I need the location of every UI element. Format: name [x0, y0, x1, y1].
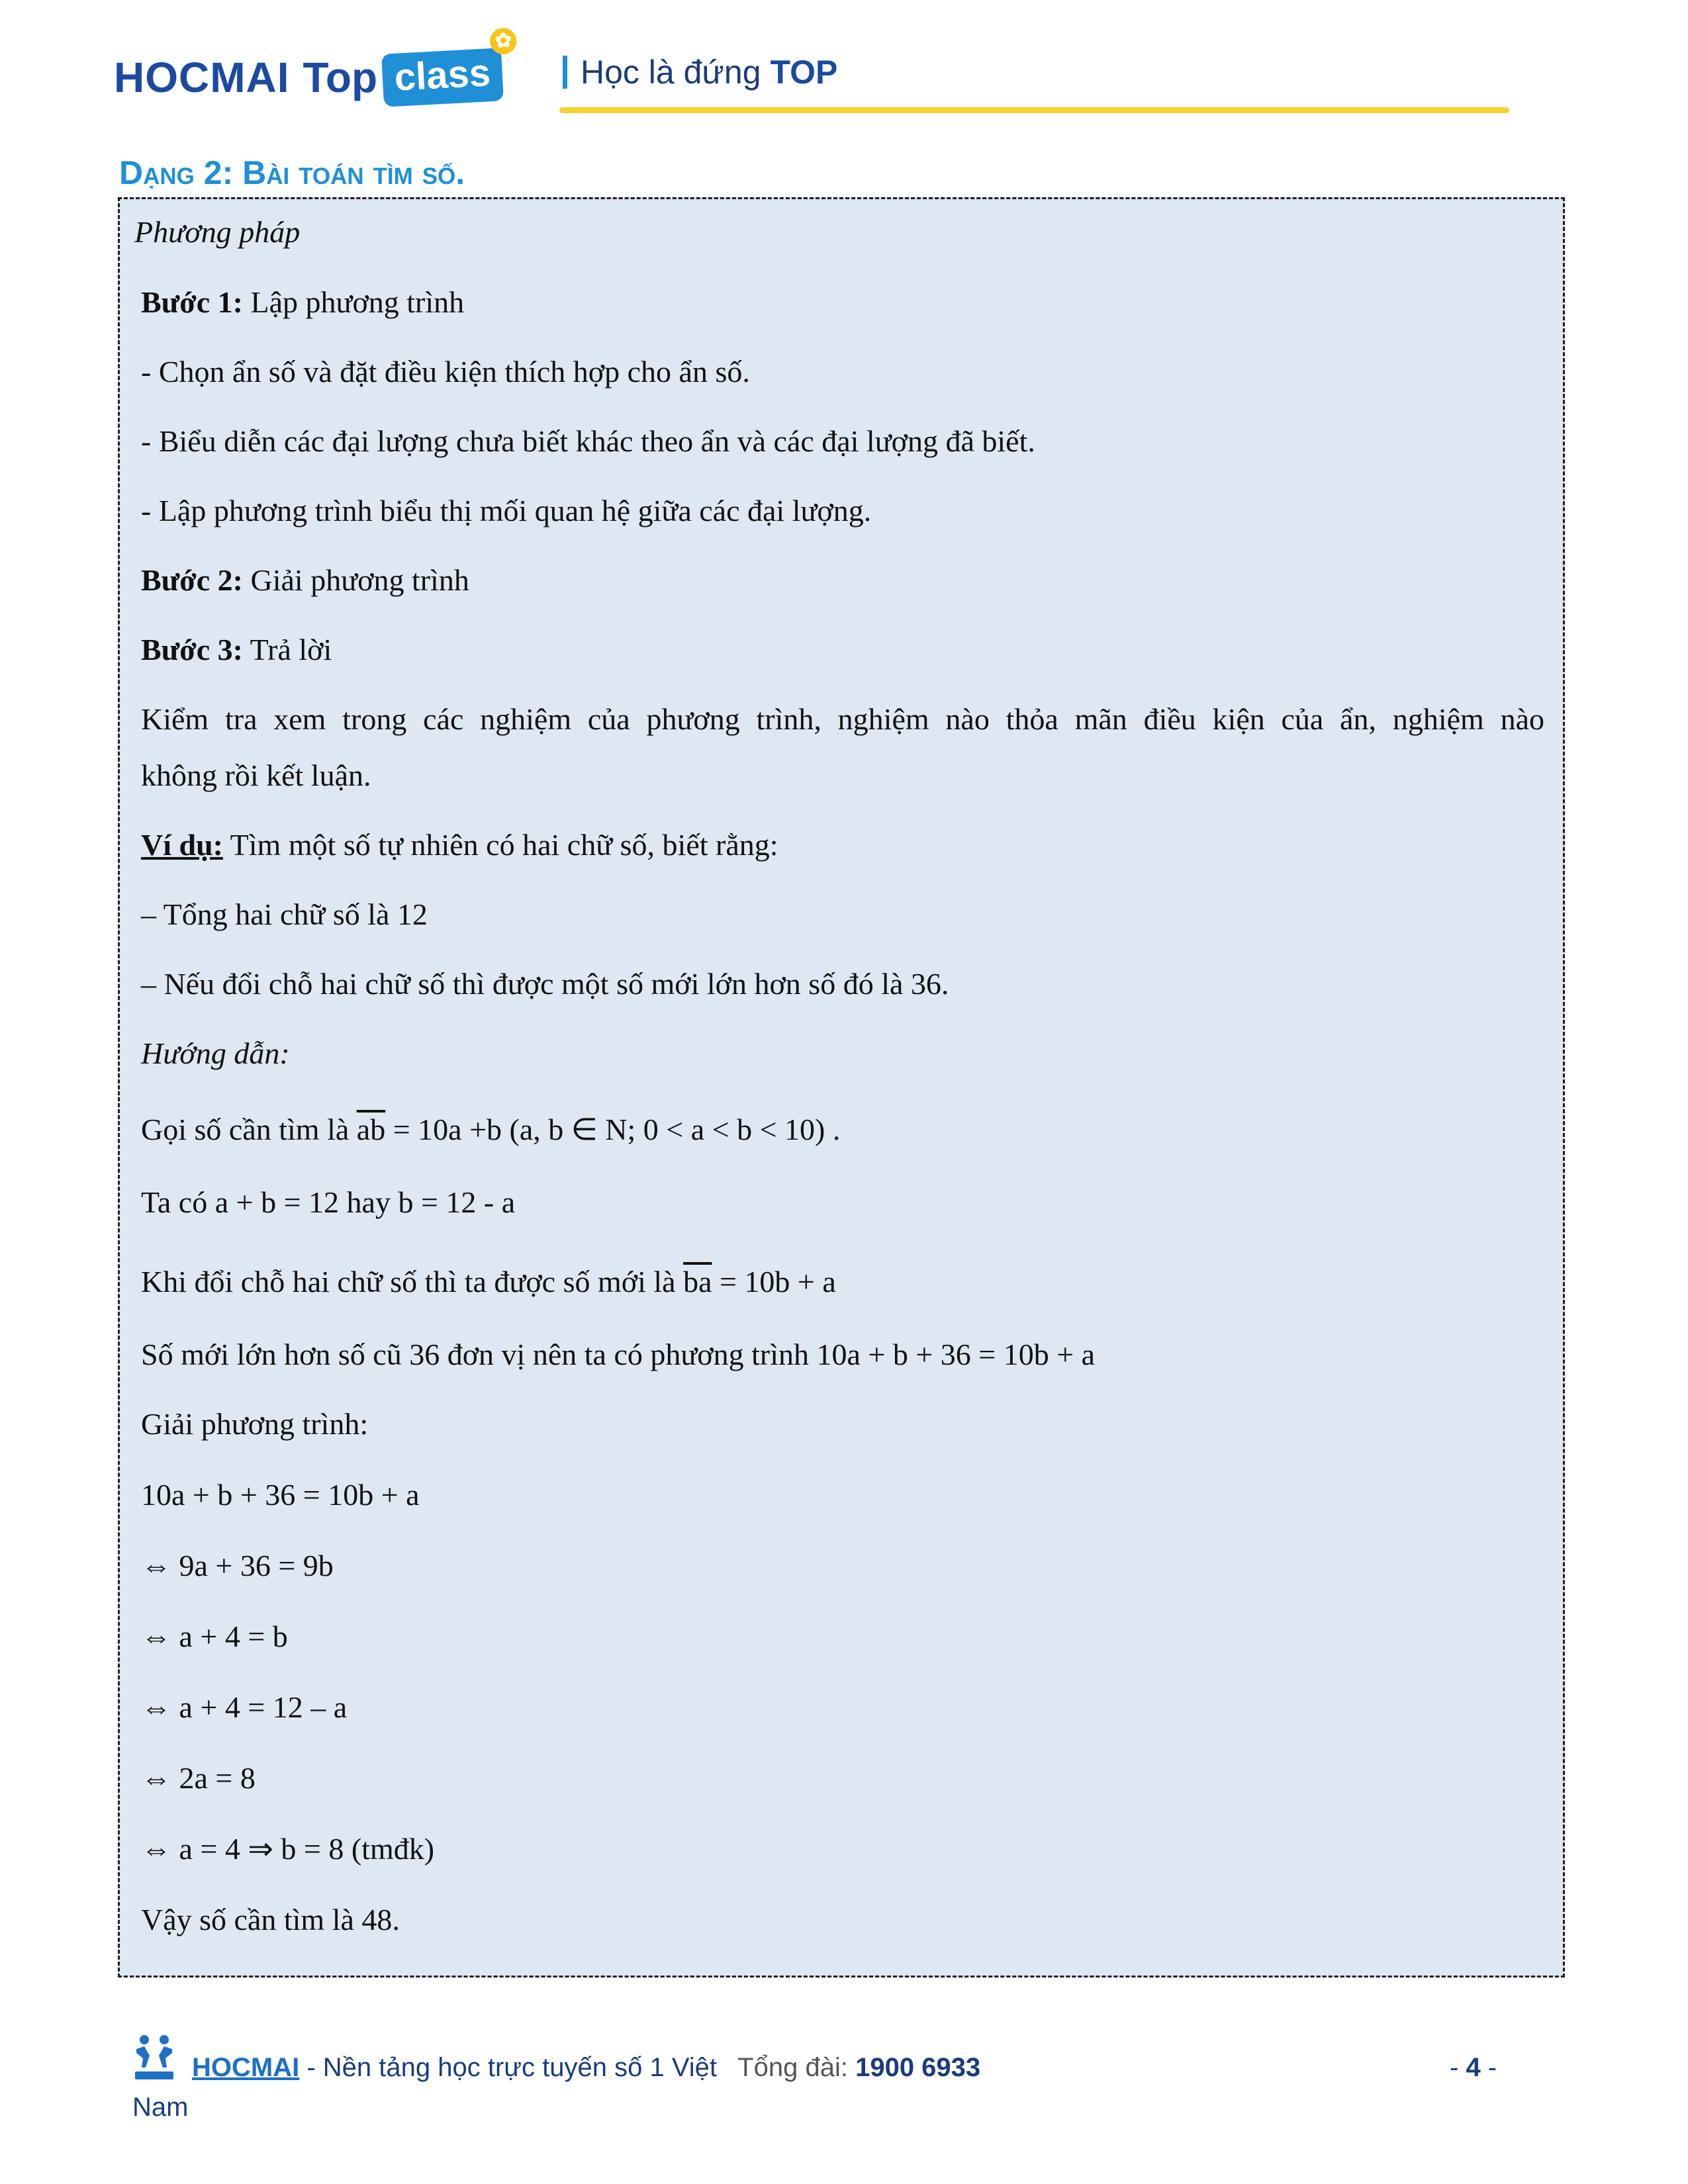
- slogan-text: Học là đứng: [581, 54, 761, 91]
- step-3-text: Trả lời: [250, 633, 332, 666]
- slogan-divider: [563, 56, 567, 89]
- sum-line: Ta có a + b = 12 hay b = 12 - a: [141, 1185, 516, 1219]
- step-1-text: Lập phương trình: [250, 285, 465, 319]
- footer-hotline-label: Tổng đài:: [737, 2053, 848, 2082]
- method-title: Phương pháp: [134, 215, 301, 249]
- footer-tagline: - Nền tảng học trực tuyến số 1 Việt: [299, 2053, 718, 2082]
- call-ab: $\overline{ab}$: [356, 1113, 386, 1146]
- check-line-2: không rồi kết luận.: [141, 758, 371, 792]
- footer-hotline: 1900 6933: [855, 2053, 981, 2082]
- step-1-item: - Chọn ẩn số và đặt điều kiện thích hợp cho ẩn số.: [141, 355, 750, 388]
- step-3-label: Bước 3:: [141, 633, 243, 666]
- call-prefix: Gọi số cần tìm là: [141, 1113, 357, 1146]
- page-number: - 4 -: [1450, 2053, 1497, 2082]
- slogan-top-text: TOP: [770, 54, 838, 91]
- hocmai-people-icon: [132, 2033, 176, 2082]
- step-2-label: Bước 2:: [141, 563, 243, 597]
- check-line-1: Kiểm tra xem trong các nghiệm của phương trình, nghiệm nào thỏa mãn điều kiện của ẩn, nghiệm nào: [141, 702, 1544, 736]
- solve-step: 10a + b + 36 = 10b + a: [141, 1478, 420, 1512]
- step-1-item: - Lập phương trình biểu thị mối quan hệ giữa các đại lượng.: [141, 494, 872, 527]
- example-item: – Nếu đổi chỗ hai chữ số thì được một số mới lớn hơn số đó là 36.: [141, 967, 949, 1001]
- hocmai-topclass-logo: [114, 29, 512, 114]
- step-1: [141, 284, 464, 321]
- call-suffix: = 10a +b (a, b ∈ N; 0 < a < b < 10) .: [385, 1113, 841, 1146]
- footer-text: [192, 2053, 980, 2083]
- step-2: [141, 562, 469, 599]
- swap-ba: $\overline{ba}$: [683, 1265, 712, 1298]
- logo-top-text: Top: [303, 54, 378, 101]
- page-number-value: 4: [1466, 2053, 1481, 2082]
- star-icon: ✿: [489, 27, 517, 55]
- call-line: [141, 1111, 840, 1148]
- solve-title: Giải phương trình:: [141, 1407, 369, 1441]
- header-slogan: [563, 53, 837, 91]
- solve-step: ⇔ 2a = 8: [141, 1761, 256, 1795]
- solve-step: ⇔ 9a + 36 = 9b: [141, 1549, 334, 1582]
- method-box: [118, 197, 1565, 1978]
- conclusion: Vậy số cần tìm là 48.: [141, 1903, 400, 1936]
- example: [141, 827, 778, 864]
- step-2-text: Giải phương trình: [250, 563, 469, 597]
- step-3: [141, 631, 332, 668]
- logo-class-badge: [381, 29, 512, 107]
- header-underline: [559, 107, 1509, 113]
- guide-title: Hướng dẫn:: [141, 1036, 290, 1070]
- swap-suffix: = 10b + a: [712, 1265, 836, 1298]
- section-title: Dạng 2: Bài toán tìm số.: [119, 154, 465, 191]
- solve-step: ⇔ a + 4 = b: [141, 1619, 288, 1653]
- step-1-label: Bước 1:: [141, 285, 243, 319]
- example-item: – Tổng hai chữ số là 12: [141, 897, 428, 931]
- solve-step: ⇔ a = 4 ⇒ b = 8 (tmđk): [141, 1832, 435, 1866]
- example-text: Tìm một số tự nhiên có hai chữ số, biết rằng:: [230, 828, 778, 862]
- logo-hocmai-text: HOCMAI: [114, 54, 290, 101]
- footer-brand-link[interactable]: HOCMAI: [192, 2053, 300, 2082]
- equation-line: Số mới lớn hơn số cũ 36 đơn vị nên ta có phương trình 10a + b + 36 = 10b + a: [141, 1338, 1096, 1371]
- logo-class-text: class: [393, 51, 492, 99]
- step-1-item: - Biểu diễn các đại lượng chưa biết khác theo ẩn và các đại lượng đã biết.: [141, 424, 1035, 458]
- swap-line: [141, 1263, 836, 1300]
- footer-tagline-end: Nam: [132, 2093, 189, 2122]
- swap-prefix: Khi đổi chỗ hai chữ số thì ta được số mới là: [141, 1265, 684, 1298]
- example-label: Ví dụ:: [141, 828, 223, 862]
- solve-step: ⇔ a + 4 = 12 – a: [141, 1690, 348, 1724]
